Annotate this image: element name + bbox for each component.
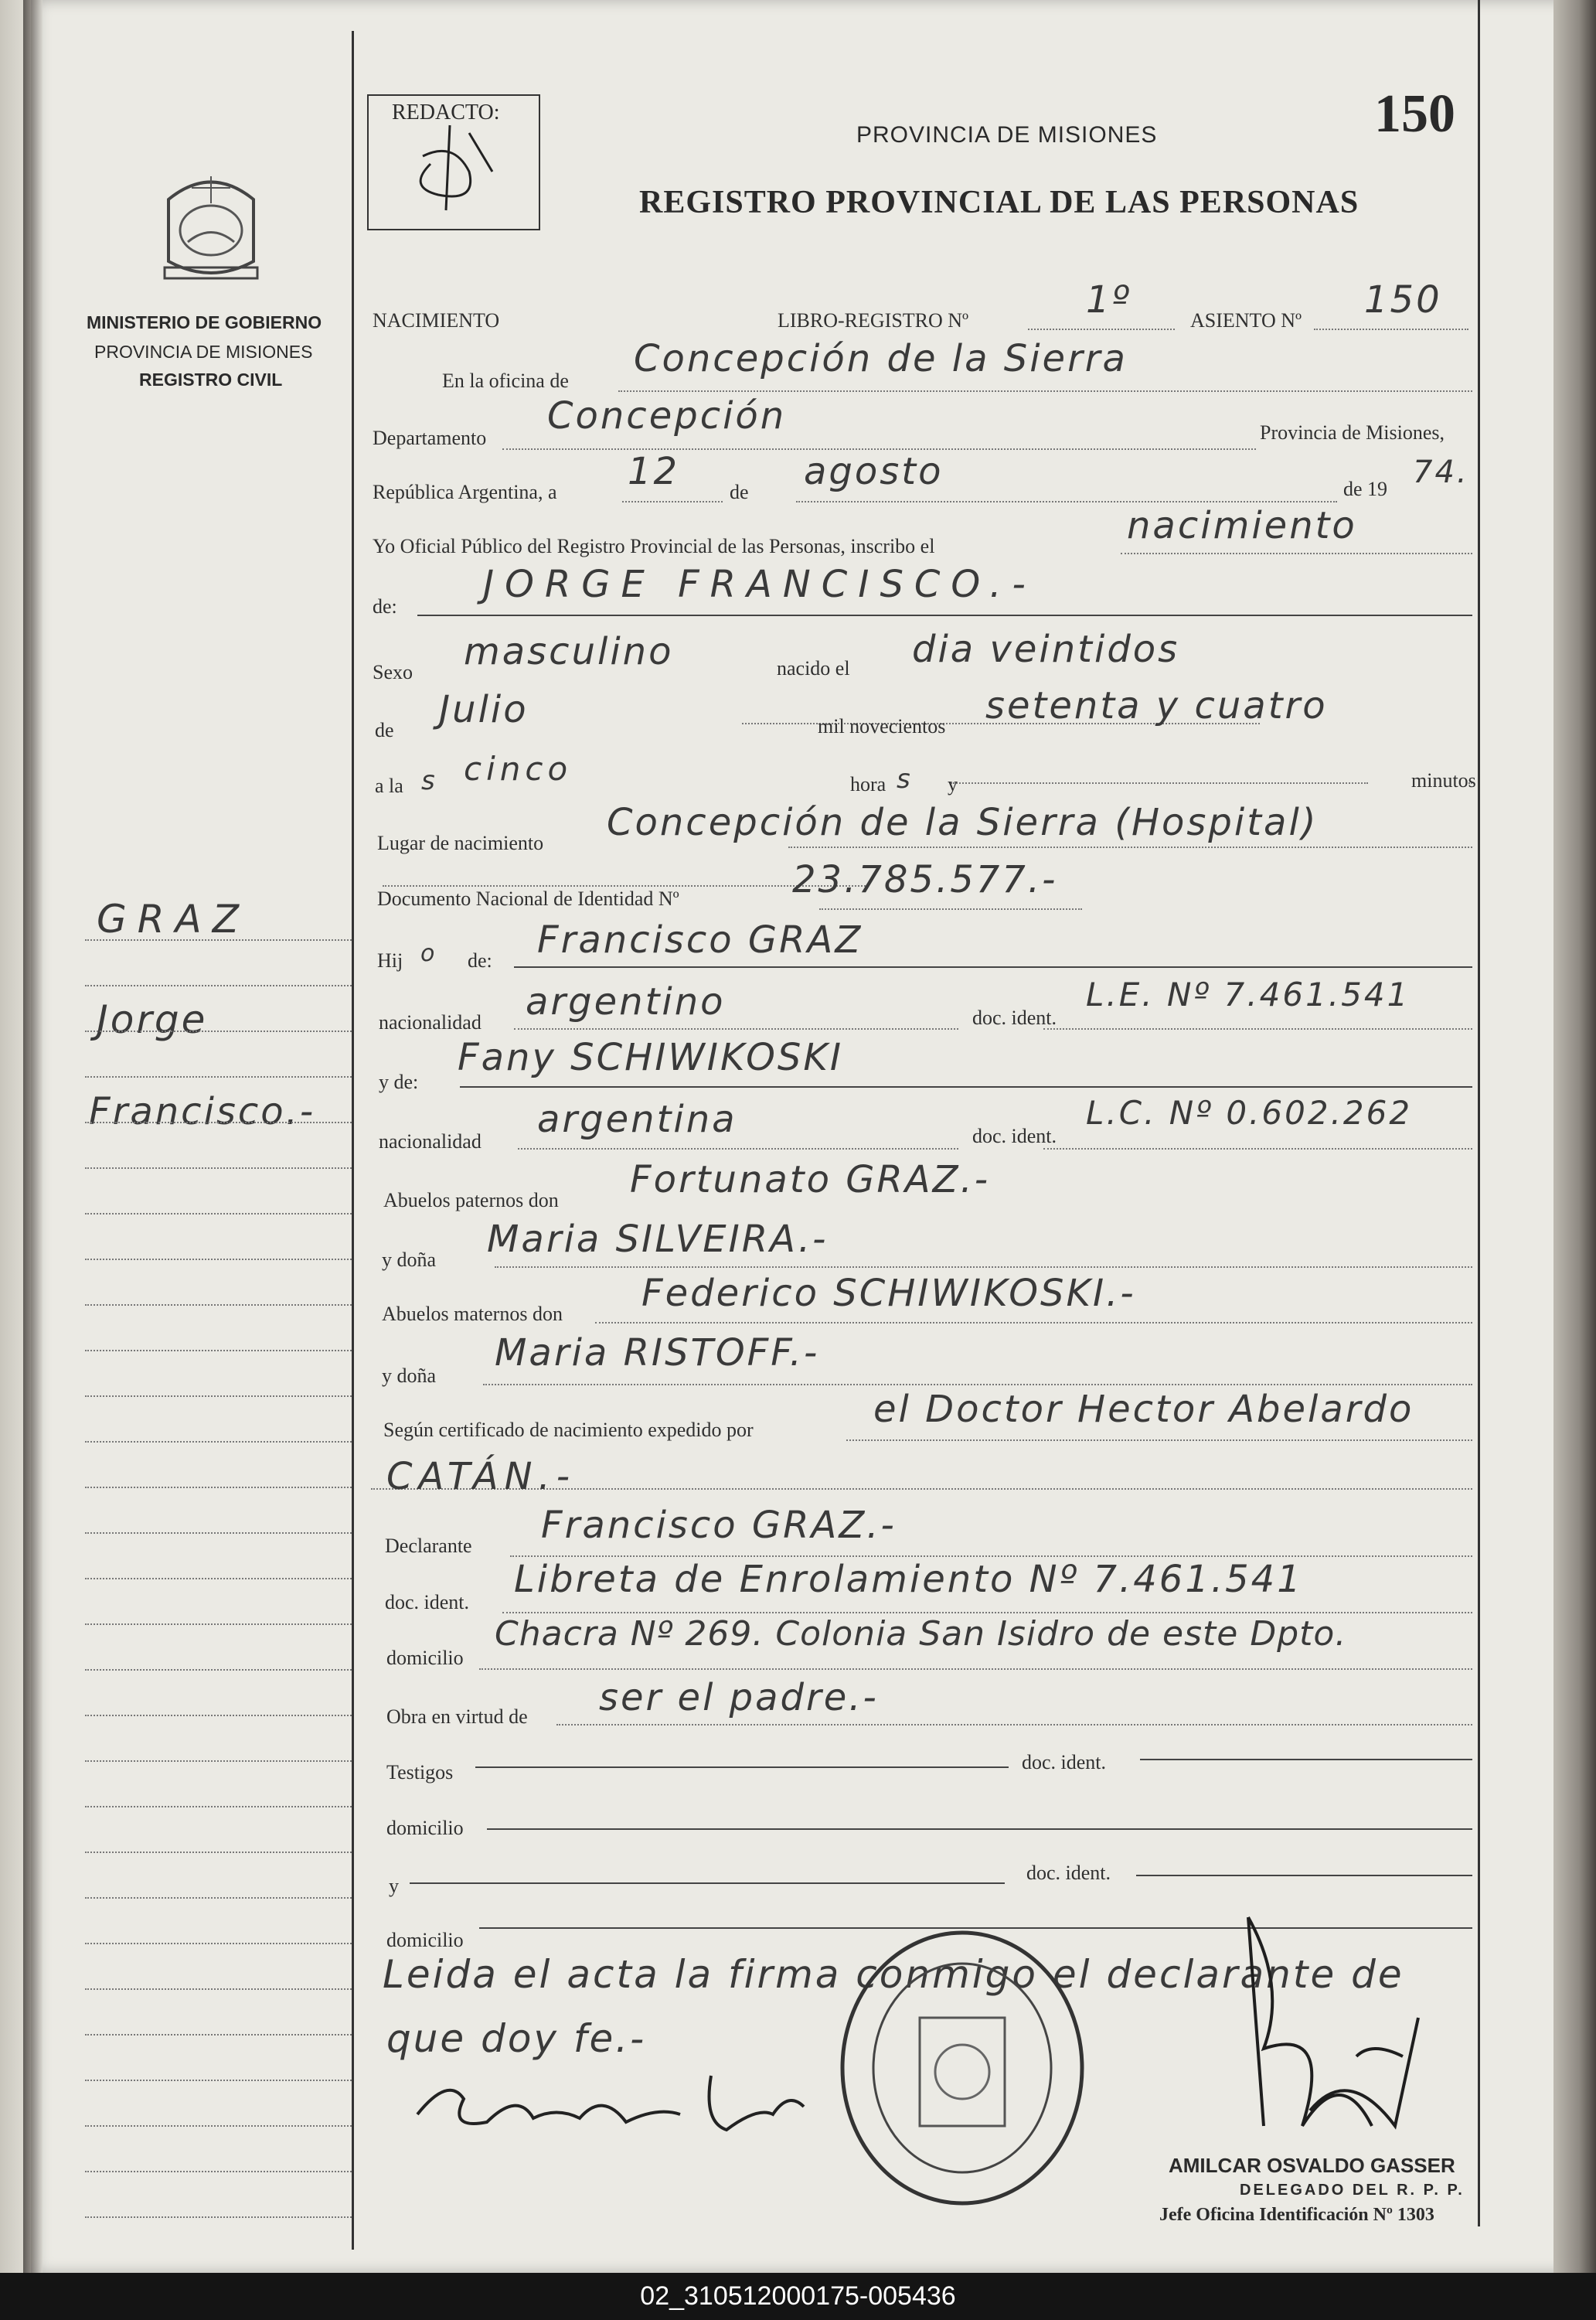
ala-s: s — [421, 765, 437, 796]
closing-line-2: que doy fe.- — [386, 2016, 647, 2061]
domicilio-value: Chacra Nº 269. Colonia San Isidro de este Dpto. — [495, 1614, 1347, 1654]
anio-value: 74. — [1413, 455, 1469, 490]
ydona-1-label: y doña — [382, 1249, 437, 1271]
hora-label: hora — [850, 773, 886, 795]
margin-rule-line — [85, 1395, 352, 1397]
mil-label: mil novecientos — [818, 715, 946, 738]
form-solid-line — [410, 1882, 1005, 1884]
official-office: Jefe Oficina Identificación Nº 1303 — [1159, 2205, 1434, 2225]
declarante-signature — [402, 2060, 835, 2145]
closing-line-1: Leida el acta la firma conmigo el declarante de — [383, 1952, 1404, 1997]
asiento-value: 150 — [1364, 278, 1442, 322]
abuelos-paternos-label: Abuelos paternos don — [383, 1189, 559, 1211]
provincial-seal-icon — [153, 169, 269, 288]
lugar-label: Lugar de nacimiento — [377, 832, 544, 854]
margin-rule-line — [85, 1669, 352, 1671]
form-solid-line — [475, 1766, 1009, 1768]
form-solid-line — [460, 1086, 1472, 1088]
abuelos-maternos-label: Abuelos maternos don — [382, 1303, 563, 1325]
anio-label: de 19 — [1343, 478, 1388, 500]
sexo-value: masculino — [464, 630, 674, 673]
departamento-label: Departamento — [373, 427, 487, 449]
margin-rule-line — [85, 1578, 352, 1579]
dni-label: Documento Nacional de Identidad Nº — [377, 887, 679, 910]
form-solid-line — [487, 1828, 1472, 1830]
nacido-value: dia veintidos — [912, 628, 1180, 671]
declarante-label: Declarante — [385, 1535, 472, 1557]
oficial-label: Yo Oficial Público del Registro Provincial de las Personas, inscribo el — [373, 535, 935, 557]
margin-rule-line — [85, 1031, 352, 1032]
sexo-label: Sexo — [373, 661, 413, 683]
margin-rule-line — [85, 1259, 352, 1260]
nacionalidad-1-value: argentino — [526, 980, 726, 1024]
margin-rule-line — [85, 1897, 352, 1899]
testigos-label: Testigos — [386, 1761, 454, 1783]
margin-middle-name: Francisco.- — [89, 1090, 316, 1133]
registry-stamp-icon — [835, 1925, 1090, 2211]
nacimiento-label: NACIMIENTO — [373, 309, 500, 332]
form-rule-line — [846, 1439, 1472, 1441]
de-label: de — [730, 481, 749, 503]
dia-value: 12 — [628, 450, 680, 493]
doc-ident-1-value: L.E. Nº 7.461.541 — [1086, 976, 1411, 1014]
margin-rule-line — [85, 1623, 352, 1625]
margin-surname: GRAZ — [97, 897, 250, 942]
mes-value: agosto — [804, 450, 944, 493]
obra-value: ser el padre.- — [599, 1676, 879, 1719]
doc-ident-declarante-value: Libreta de Enrolamiento Nº 7.461.541 — [514, 1558, 1303, 1601]
dni-value: 23.785.577.- — [792, 858, 1058, 901]
margin-rule-line — [85, 1760, 352, 1762]
margin-rule-line — [85, 1852, 352, 1853]
official-signature — [1217, 1909, 1449, 2157]
left-column-rule — [352, 31, 354, 2250]
margin-rule-line — [85, 1076, 352, 1078]
margin-rule-line — [85, 2125, 352, 2127]
margin-rule-line — [85, 1350, 352, 1351]
margin-rule-line — [85, 1532, 352, 1534]
obra-label: Obra en virtud de — [386, 1705, 528, 1728]
margin-registry: REGISTRO CIVIL — [139, 370, 283, 390]
margin-rule-line — [85, 2034, 352, 2036]
footer-filename-bar — [0, 2273, 1596, 2320]
oficina-value: Concepción de la Sierra — [634, 337, 1128, 380]
header-title: REGISTRO PROVINCIAL DE LAS PERSONAS — [639, 185, 1359, 220]
mil-value: setenta y cuatro — [985, 684, 1328, 727]
header-province: PROVINCIA DE MISIONES — [856, 122, 1158, 148]
y-label: y — [948, 773, 958, 795]
right-column-rule — [1478, 0, 1480, 2226]
hijo-o: o — [420, 940, 437, 967]
form-rule-line — [514, 1028, 958, 1030]
nacido-label: nacido el — [777, 657, 850, 680]
form-rule-line — [556, 1724, 1472, 1726]
form-rule-line — [502, 1612, 1472, 1613]
abuela-materna-value: Maria RISTOFF.- — [495, 1331, 820, 1375]
page-stack-edge — [1553, 0, 1596, 2273]
form-solid-line — [417, 615, 1472, 616]
form-solid-line — [514, 966, 1472, 968]
de2-label: de — [375, 719, 394, 741]
oficial-value: nacimiento — [1127, 504, 1357, 547]
ydona-2-label: y doña — [382, 1364, 437, 1387]
doc-ident-2-value: L.C. Nº 0.602.262 — [1086, 1094, 1413, 1132]
nacionalidad-2-value: argentina — [537, 1098, 737, 1141]
abuelo-paterno-value: Fortunato GRAZ.- — [630, 1158, 991, 1201]
republica-label: República Argentina, a — [373, 481, 557, 503]
registrant-name: JORGE FRANCISCO.- — [483, 563, 1036, 606]
departamento-value: Concepción — [547, 394, 787, 438]
margin-rule-line — [85, 1806, 352, 1807]
official-role: DELEGADO DEL R. P. P. — [1240, 2182, 1465, 2199]
margin-first-name: Jorge — [97, 997, 208, 1042]
margin-rule-line — [85, 1943, 352, 1944]
de-name-label: de: — [373, 595, 397, 618]
doc-ident-declarante-label: doc. ident. — [385, 1591, 470, 1613]
libro-label: LIBRO-REGISTRO Nº — [778, 309, 969, 332]
margin-rule-line — [85, 1304, 352, 1306]
doc-ident-3-label: doc. ident. — [1022, 1751, 1107, 1773]
y2-label: y — [389, 1875, 399, 1897]
form-rule-line — [483, 1384, 1472, 1385]
form-rule-line — [788, 847, 1472, 848]
father-name: Francisco GRAZ — [537, 918, 863, 962]
ministry-heading: MINISTERIO DE GOBIERNO — [87, 312, 322, 332]
margin-rule-line — [85, 1167, 352, 1169]
abuela-paterna-value: Maria SILVEIRA.- — [487, 1218, 829, 1261]
margin-rule-line — [85, 1441, 352, 1443]
footer-filename: 02_310512000175-005436 — [640, 2281, 956, 2311]
margin-rule-line — [85, 939, 352, 941]
segun-label: Según certificado de nacimiento expedido por — [383, 1419, 754, 1441]
yde-label: y de: — [379, 1071, 419, 1093]
redacto-initials-signature — [376, 118, 531, 226]
redacto-box — [367, 94, 540, 230]
form-rule-line — [1314, 329, 1468, 330]
margin-rule-line — [85, 1213, 352, 1215]
margin-rule-line — [85, 2216, 352, 2218]
form-rule-line — [796, 501, 1337, 502]
margin-rule-line — [85, 1487, 352, 1488]
hora-value: cinco — [464, 750, 573, 788]
domicilio-label: domicilio — [386, 1647, 464, 1669]
domicilio-3-label: domicilio — [386, 1929, 464, 1951]
form-rule-line — [618, 390, 1472, 392]
ala-label: a la — [375, 775, 403, 797]
segun-value-2: CATÁN.- — [386, 1455, 577, 1498]
nacionalidad-1-label: nacionalidad — [379, 1011, 482, 1034]
lugar-value: Concepción de la Sierra (Hospital) — [607, 801, 1319, 844]
abuelo-materno-value: Federico SCHIWIKOSKI.- — [641, 1272, 1136, 1315]
form-rule-line — [495, 1266, 1472, 1268]
hora-s: s — [897, 764, 913, 795]
declarante-value: Francisco GRAZ.- — [541, 1504, 897, 1547]
doc-ident-4-label: doc. ident. — [1026, 1862, 1111, 1884]
form-rule-line — [479, 1668, 1472, 1670]
form-solid-line — [1140, 1759, 1472, 1760]
libro-value: 1º — [1086, 278, 1132, 322]
redacto-label: REDACTO: — [392, 100, 500, 124]
form-rule-line — [1121, 553, 1472, 554]
doc-ident-2-label: doc. ident. — [972, 1125, 1057, 1147]
form-rule-line — [510, 1555, 1472, 1557]
margin-province: PROVINCIA DE MISIONES — [94, 342, 313, 362]
margin-rule-line — [85, 2080, 352, 2081]
mother-name: Fany SCHIWIKOSKI — [458, 1036, 844, 1079]
mes2-value: Julio — [439, 688, 529, 731]
form-rule-line — [518, 1148, 958, 1150]
official-name: AMILCAR OSVALDO GASSER — [1169, 2154, 1455, 2177]
margin-rule-line — [85, 1988, 352, 1990]
margin-rule-line — [85, 1122, 352, 1123]
book-binding — [23, 0, 43, 2273]
form-rule-line — [1028, 329, 1175, 330]
form-rule-line — [622, 501, 723, 502]
form-rule-line — [1043, 1148, 1472, 1150]
minutos-label: minutos — [1411, 769, 1476, 792]
form-rule-line — [951, 782, 1368, 784]
asiento-label: ASIENTO Nº — [1190, 309, 1302, 332]
hijo-de-label: de: — [468, 949, 492, 972]
margin-rule-line — [85, 1715, 352, 1716]
form-rule-line — [1043, 1028, 1472, 1030]
nacionalidad-2-label: nacionalidad — [379, 1130, 482, 1153]
margin-rule-line — [85, 2171, 352, 2172]
page-number: 150 — [1374, 84, 1455, 144]
form-solid-line — [1136, 1875, 1472, 1876]
domicilio-2-label: domicilio — [386, 1817, 464, 1839]
provincia-label: Provincia de Misiones, — [1260, 421, 1445, 444]
doc-ident-1-label: doc. ident. — [972, 1007, 1057, 1029]
form-rule-line — [819, 908, 1082, 910]
oficina-label: En la oficina de — [442, 370, 569, 392]
margin-rule-line — [85, 985, 352, 986]
form-rule-line — [595, 1322, 1472, 1324]
segun-value: el Doctor Hector Abelardo — [873, 1388, 1414, 1431]
hijo-label: Hij — [377, 949, 403, 972]
